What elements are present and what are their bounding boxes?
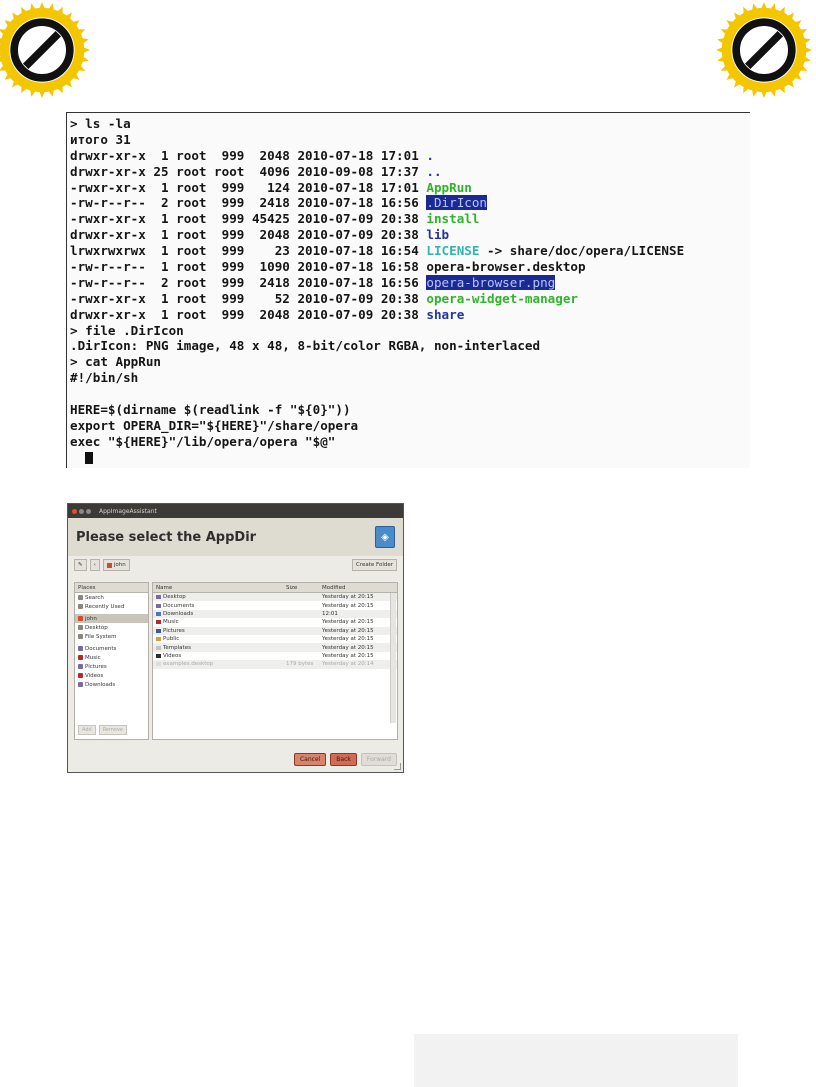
terminal-line (70, 180, 750, 196)
file-name: Pictures (163, 627, 185, 634)
file-name-cell (153, 594, 286, 600)
file-modified: Yesterday at 20:14 (322, 661, 374, 668)
file-row[interactable] (153, 652, 397, 660)
places-item-label: File System (85, 633, 117, 640)
terminal-text: AppRun (426, 179, 472, 195)
terminal-line (70, 259, 750, 275)
folder-icon (156, 629, 161, 633)
file-modified: 12:01 (322, 610, 338, 617)
places-header: Places (75, 583, 148, 593)
terminal-text: .. (426, 163, 442, 179)
badge-spike (761, 90, 767, 98)
badge-spike (80, 56, 88, 62)
file-modified: Yesterday at 20:15 (322, 594, 374, 601)
terminal-text: lrwxrwxrwx 1 root 999 23 2010-07-18 16:54 (70, 243, 427, 259)
terminal-text: exec "${HERE}"/lib/opera/opera "$@" (70, 433, 336, 449)
file-row[interactable] (153, 601, 397, 609)
terminal-line (70, 195, 750, 211)
terminal-line (70, 370, 750, 386)
places-item-search[interactable] (75, 593, 148, 602)
places-item-downloads[interactable] (75, 680, 148, 689)
badge-spike (717, 38, 725, 44)
remove-place-button[interactable]: Remove (99, 725, 127, 735)
terminal-text: .DirIcon: PNG image, 48 x 48, 8-bit/color RGBA, non-interlaced (70, 338, 541, 354)
badge-spike (770, 3, 776, 11)
terminal-text: opera-widget-manager (426, 290, 579, 306)
file-row[interactable] (153, 610, 397, 618)
create-folder-button[interactable]: Create Folder (352, 559, 397, 571)
search-icon (78, 595, 83, 600)
file-name: Downloads (163, 610, 194, 617)
add-place-button[interactable]: Add (78, 725, 96, 735)
places-item-pictures[interactable] (75, 662, 148, 671)
file-list-header (153, 583, 397, 593)
badge-spike (39, 90, 45, 98)
places-item-label: Videos (85, 672, 104, 679)
badge-spike (30, 88, 36, 96)
file-name: Public (163, 636, 180, 643)
file-name: Videos (163, 652, 182, 659)
home-icon (107, 563, 112, 568)
folder-icon (78, 646, 83, 651)
terminal-text: -rwxr-xr-x 1 root 999 52 2010-07-09 20:38 (70, 290, 427, 306)
terminal-line (70, 418, 750, 434)
file-modified: Yesterday at 20:15 (322, 652, 374, 659)
terminal-text: export OPERA_DIR="${HERE}"/share/opera (70, 417, 359, 433)
file-row[interactable] (153, 635, 397, 643)
terminal-text: итого 31 (70, 131, 131, 147)
badge-spike (802, 38, 810, 44)
minimize-window-icon[interactable] (79, 509, 84, 514)
terminal-text: -> share/doc/opera/LICENSE (479, 243, 685, 259)
places-item-label: Downloads (85, 681, 116, 688)
places-item-videos[interactable] (75, 671, 148, 680)
path-toolbar (68, 556, 403, 574)
desktop-icon (78, 625, 83, 630)
drive-icon (78, 634, 83, 639)
places-item-label: john (85, 615, 97, 622)
terminal-text: opera-browser.png (426, 274, 556, 290)
terminal-cursor (85, 452, 93, 464)
terminal-line (70, 116, 750, 132)
terminal-line (70, 402, 750, 418)
file-row[interactable] (153, 618, 397, 626)
file-name: examples.desktop (163, 661, 214, 668)
terminal-line (70, 291, 750, 307)
badge-spike (39, 2, 45, 10)
badge-spike (0, 47, 2, 53)
terminal-text: -rw-r--r-- 1 root 999 1090 2010-07-18 16:58 opera-browser.desktop (70, 259, 586, 275)
file-row[interactable] (153, 660, 397, 668)
no-entry-badge-left-icon (0, 2, 90, 98)
places-item-label: Documents (85, 645, 117, 652)
places-item-music[interactable] (75, 653, 148, 662)
home-icon (78, 616, 83, 621)
file-name-cell (153, 619, 286, 625)
terminal-text: > file .DirIcon (70, 322, 184, 338)
folder-icon (156, 595, 161, 599)
badge-spike (752, 3, 758, 11)
places-item-label: Pictures (85, 663, 107, 670)
terminal-line (70, 338, 750, 354)
dialog-header (68, 518, 403, 556)
maximize-window-icon[interactable] (86, 509, 91, 514)
column-name-header[interactable]: Name (156, 584, 173, 591)
cancel-button[interactable]: Cancel (294, 753, 326, 766)
path-left-arrow-button[interactable]: ‹ (90, 559, 100, 571)
terminal-line (70, 243, 750, 259)
file-name: Music (163, 619, 179, 626)
dialog-titlebar (68, 504, 403, 518)
folder-icon (156, 612, 161, 616)
column-size-header[interactable]: Size (286, 584, 298, 591)
file-name-cell (153, 653, 286, 659)
terminal-text: lib (426, 227, 450, 243)
terminal-text: -rw-r--r-- 2 root 999 2418 2010-07-18 16:56 (70, 274, 427, 290)
badge-spike (48, 3, 54, 11)
terminal-line (70, 227, 750, 243)
badge-spike (48, 88, 54, 96)
places-item-label: Music (85, 654, 101, 661)
videos-icon (78, 673, 83, 678)
close-window-icon[interactable] (72, 509, 77, 514)
terminal-text: drwxr-xr-x 1 root 999 2048 2010-07-09 20:38 (70, 227, 427, 243)
dialog-heading: Please select the AppDir (76, 529, 257, 545)
file-icon (156, 662, 161, 666)
terminal-line (70, 164, 750, 180)
terminal-text: HERE=$(dirname $(readlink -f "${0}")) (70, 402, 351, 418)
file-row[interactable] (153, 627, 397, 635)
resize-grip[interactable] (394, 763, 401, 770)
window-title: AppImageAssistant (99, 507, 157, 515)
file-modified: Yesterday at 20:15 (322, 619, 374, 626)
badge-spike (770, 88, 776, 96)
terminal-line (70, 323, 750, 339)
terminal-line (70, 211, 750, 227)
file-name: Templates (163, 644, 191, 651)
terminal-text: > ls -la (70, 116, 131, 131)
music-icon (78, 655, 83, 660)
terminal-text: share (426, 306, 465, 322)
terminal-line (70, 148, 750, 164)
terminal-line (70, 434, 750, 450)
edit-path-button[interactable]: ✎ (74, 559, 87, 571)
file-size: 179 bytes (286, 661, 314, 668)
column-modified-header[interactable]: Modified (322, 584, 346, 591)
badge-spike (80, 38, 88, 44)
downloads-icon (78, 682, 83, 687)
folder-icon (156, 637, 161, 641)
back-button[interactable]: Back (330, 753, 357, 766)
terminal-text: drwxr-xr-x 1 root 999 2048 2010-07-09 20:38 (70, 306, 427, 322)
file-modified: Yesterday at 20:15 (322, 602, 374, 609)
terminal-text: drwxr-xr-x 1 root 999 2048 2010-07-18 17:01 (70, 147, 427, 163)
terminal-text: -rwxr-xr-x 1 root 999 45425 2010-07-09 20:38 (70, 211, 427, 227)
terminal-line (70, 354, 750, 370)
clock-icon (78, 604, 83, 609)
file-name: Desktop (163, 594, 186, 601)
badge-spike (804, 47, 812, 53)
footer-gray-box (414, 1034, 738, 1087)
badge-spike (30, 3, 36, 11)
file-name: Documents (163, 602, 195, 609)
places-item-label: Search (85, 594, 104, 601)
folder-icon (156, 646, 161, 650)
file-row[interactable] (153, 593, 397, 601)
file-list-scrollbar[interactable] (390, 593, 396, 723)
places-item-label: Desktop (85, 624, 108, 631)
terminal-text: LICENSE (426, 243, 480, 259)
terminal-text: -rwxr-xr-x 1 root 999 124 2010-07-18 17:01 (70, 179, 427, 195)
terminal-line (70, 275, 750, 291)
terminal-output (66, 112, 750, 468)
terminal-text: > cat AppRun (70, 354, 161, 370)
terminal-line (70, 132, 750, 148)
badge-spike (752, 88, 758, 96)
terminal-text: drwxr-xr-x 25 root root 4096 2010-09-08 17:37 (70, 163, 427, 179)
file-list (152, 582, 398, 740)
terminal-text: #!/bin/sh (70, 370, 139, 386)
appdir-select-dialog (67, 503, 404, 773)
file-modified: Yesterday at 20:15 (322, 636, 374, 643)
file-name-cell (153, 636, 286, 642)
appimage-logo-icon: ◈ (375, 526, 395, 548)
badge-spike (716, 47, 724, 53)
badge-spike (82, 47, 90, 53)
file-modified: Yesterday at 20:15 (322, 644, 374, 651)
pictures-icon (78, 664, 83, 669)
no-entry-badge-right-icon (716, 2, 812, 98)
places-pane (74, 582, 149, 740)
file-name-cell (153, 645, 286, 651)
path-home-button[interactable]: john (103, 559, 130, 571)
places-item-file-system[interactable] (75, 632, 148, 641)
terminal-line (70, 307, 750, 323)
terminal-text: .DirIcon (426, 195, 488, 211)
badge-spike (761, 2, 767, 10)
forward-button[interactable]: Forward (361, 753, 397, 766)
terminal-text: install (426, 211, 480, 227)
folder-icon (156, 654, 161, 658)
folder-icon (156, 620, 161, 624)
places-item-label: Recently Used (85, 603, 125, 610)
file-modified: Yesterday at 20:15 (322, 627, 374, 634)
places-item-desktop[interactable] (75, 623, 148, 632)
file-row[interactable] (153, 643, 397, 651)
badge-spike (717, 56, 725, 62)
terminal-text: . (426, 147, 434, 163)
places-item-recently-used[interactable] (75, 602, 148, 611)
file-name-cell (153, 603, 286, 609)
places-item-documents[interactable] (75, 644, 148, 653)
terminal-text: -rw-r--r-- 2 root 999 2418 2010-07-18 16:56 (70, 195, 427, 211)
file-name-cell (153, 628, 286, 634)
badge-spike (802, 56, 810, 62)
places-item-john[interactable] (75, 614, 148, 623)
file-name-cell (153, 661, 286, 667)
folder-icon (156, 604, 161, 608)
file-name-cell (153, 611, 286, 617)
terminal-line (70, 386, 750, 402)
